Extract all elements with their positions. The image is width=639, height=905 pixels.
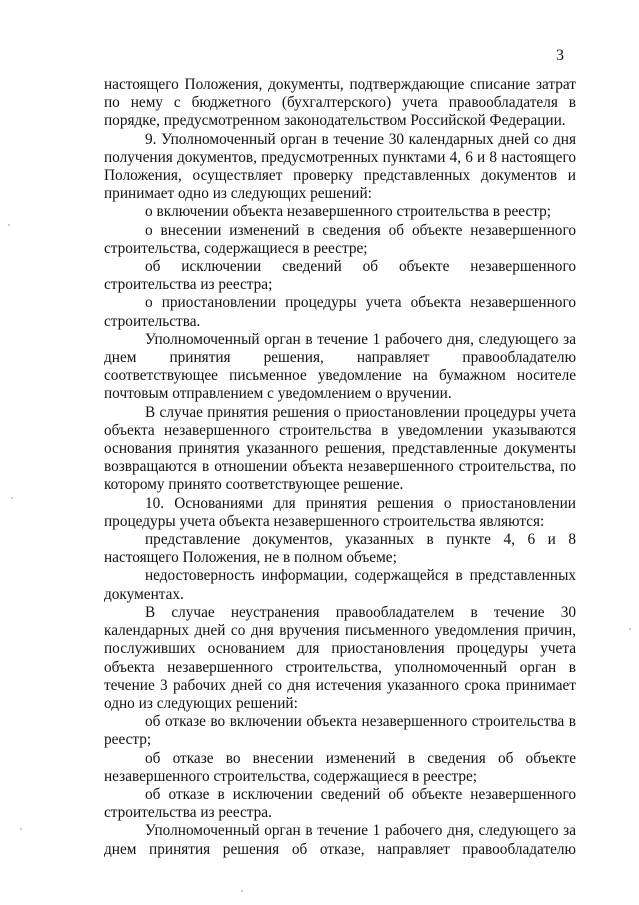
ground-option: представление документов, указанных в пункте 4, 6 и 8 настоящего Положения, не в полном объеме;: [104, 531, 576, 567]
scan-speck: [241, 890, 243, 892]
paragraph-item-9: 9. Уполномоченный орган в течение 30 календарных дней со дня получения документов, предусмотренных пунктами 4, 6 и 8 настоящего Положения, осуществляет проверку представленных документов и принимает одно из следующих решений:: [104, 130, 576, 203]
scan-speck: [629, 628, 631, 630]
decision-option: о включении объекта незавершенного строительства в реестр;: [145, 203, 552, 221]
scan-speck: [20, 828, 22, 830]
paragraph: Уполномоченный орган в течение 1 рабочего дня, следующего за днем принятия решения, направляет правообладателю соответствующее письменное уведомление на бумажном носителе почтовым отправлением с уведомлением о вручении.: [104, 330, 576, 403]
decision-option: об исключении сведений об объекте незавершенного строительства из реестра;: [104, 258, 576, 294]
refusal-option: об отказе во включении объекта незавершенного строительства в реестр;: [104, 713, 576, 749]
ground-option: недостоверность информации, содержащейся в представленных документах.: [104, 567, 576, 603]
paragraph-item-10: 10. Основаниями для принятия решения о приостановлении процедуры учета объекта незавершенного строительства являются:: [104, 494, 576, 530]
scan-speck: [11, 497, 13, 499]
paragraph: В случае принятия решения о приостановлении процедуры учета объекта незавершенного строительства в уведомлении указываются основания принятия указанного решения, представленные документы возвращаются в отношении объекта незавершенного строительства, по которому принято соответствующее решение.: [104, 403, 576, 494]
page-number: 3: [556, 47, 564, 64]
paragraph-continued: Уполномоченный орган в течение 1 рабочего дня, следующего за днем принятия решения об отказе, направляет правообладателю: [104, 822, 576, 858]
paragraph: В случае неустранения правообладателем в течение 30 календарных дней со дня вручения письменного уведомления причин, послуживших основанием для приостановления процедуры учета объекта незавершенного строительства, уполномоченный орган в течение 3 рабочих дней со дня истечения указанного срока принимает одно из следующих решений:: [104, 603, 576, 712]
refusal-option: об отказе в исключении сведений об объекте незавершенного строительства из реестра.: [104, 785, 576, 822]
paragraph-continuation: настоящего Положения, документы, подтверждающие списание затрат по нему с бюджетного (бухгалтерского) учета правообладателя в порядке, предусмотренном законодательством Российской Федерации.: [104, 76, 576, 130]
decision-option: о внесении изменений в сведения об объекте незавершенного строительства, содержащиеся в реестре;: [104, 221, 576, 257]
document-body: [104, 76, 576, 859]
scan-speck: [8, 224, 10, 226]
refusal-option: об отказе во внесении изменений в сведения об объекте незавершенного строительства, содержащиеся в реестре;: [104, 749, 576, 785]
decision-option: о приостановлении процедуры учета объекта незавершенного строительства.: [104, 294, 576, 330]
